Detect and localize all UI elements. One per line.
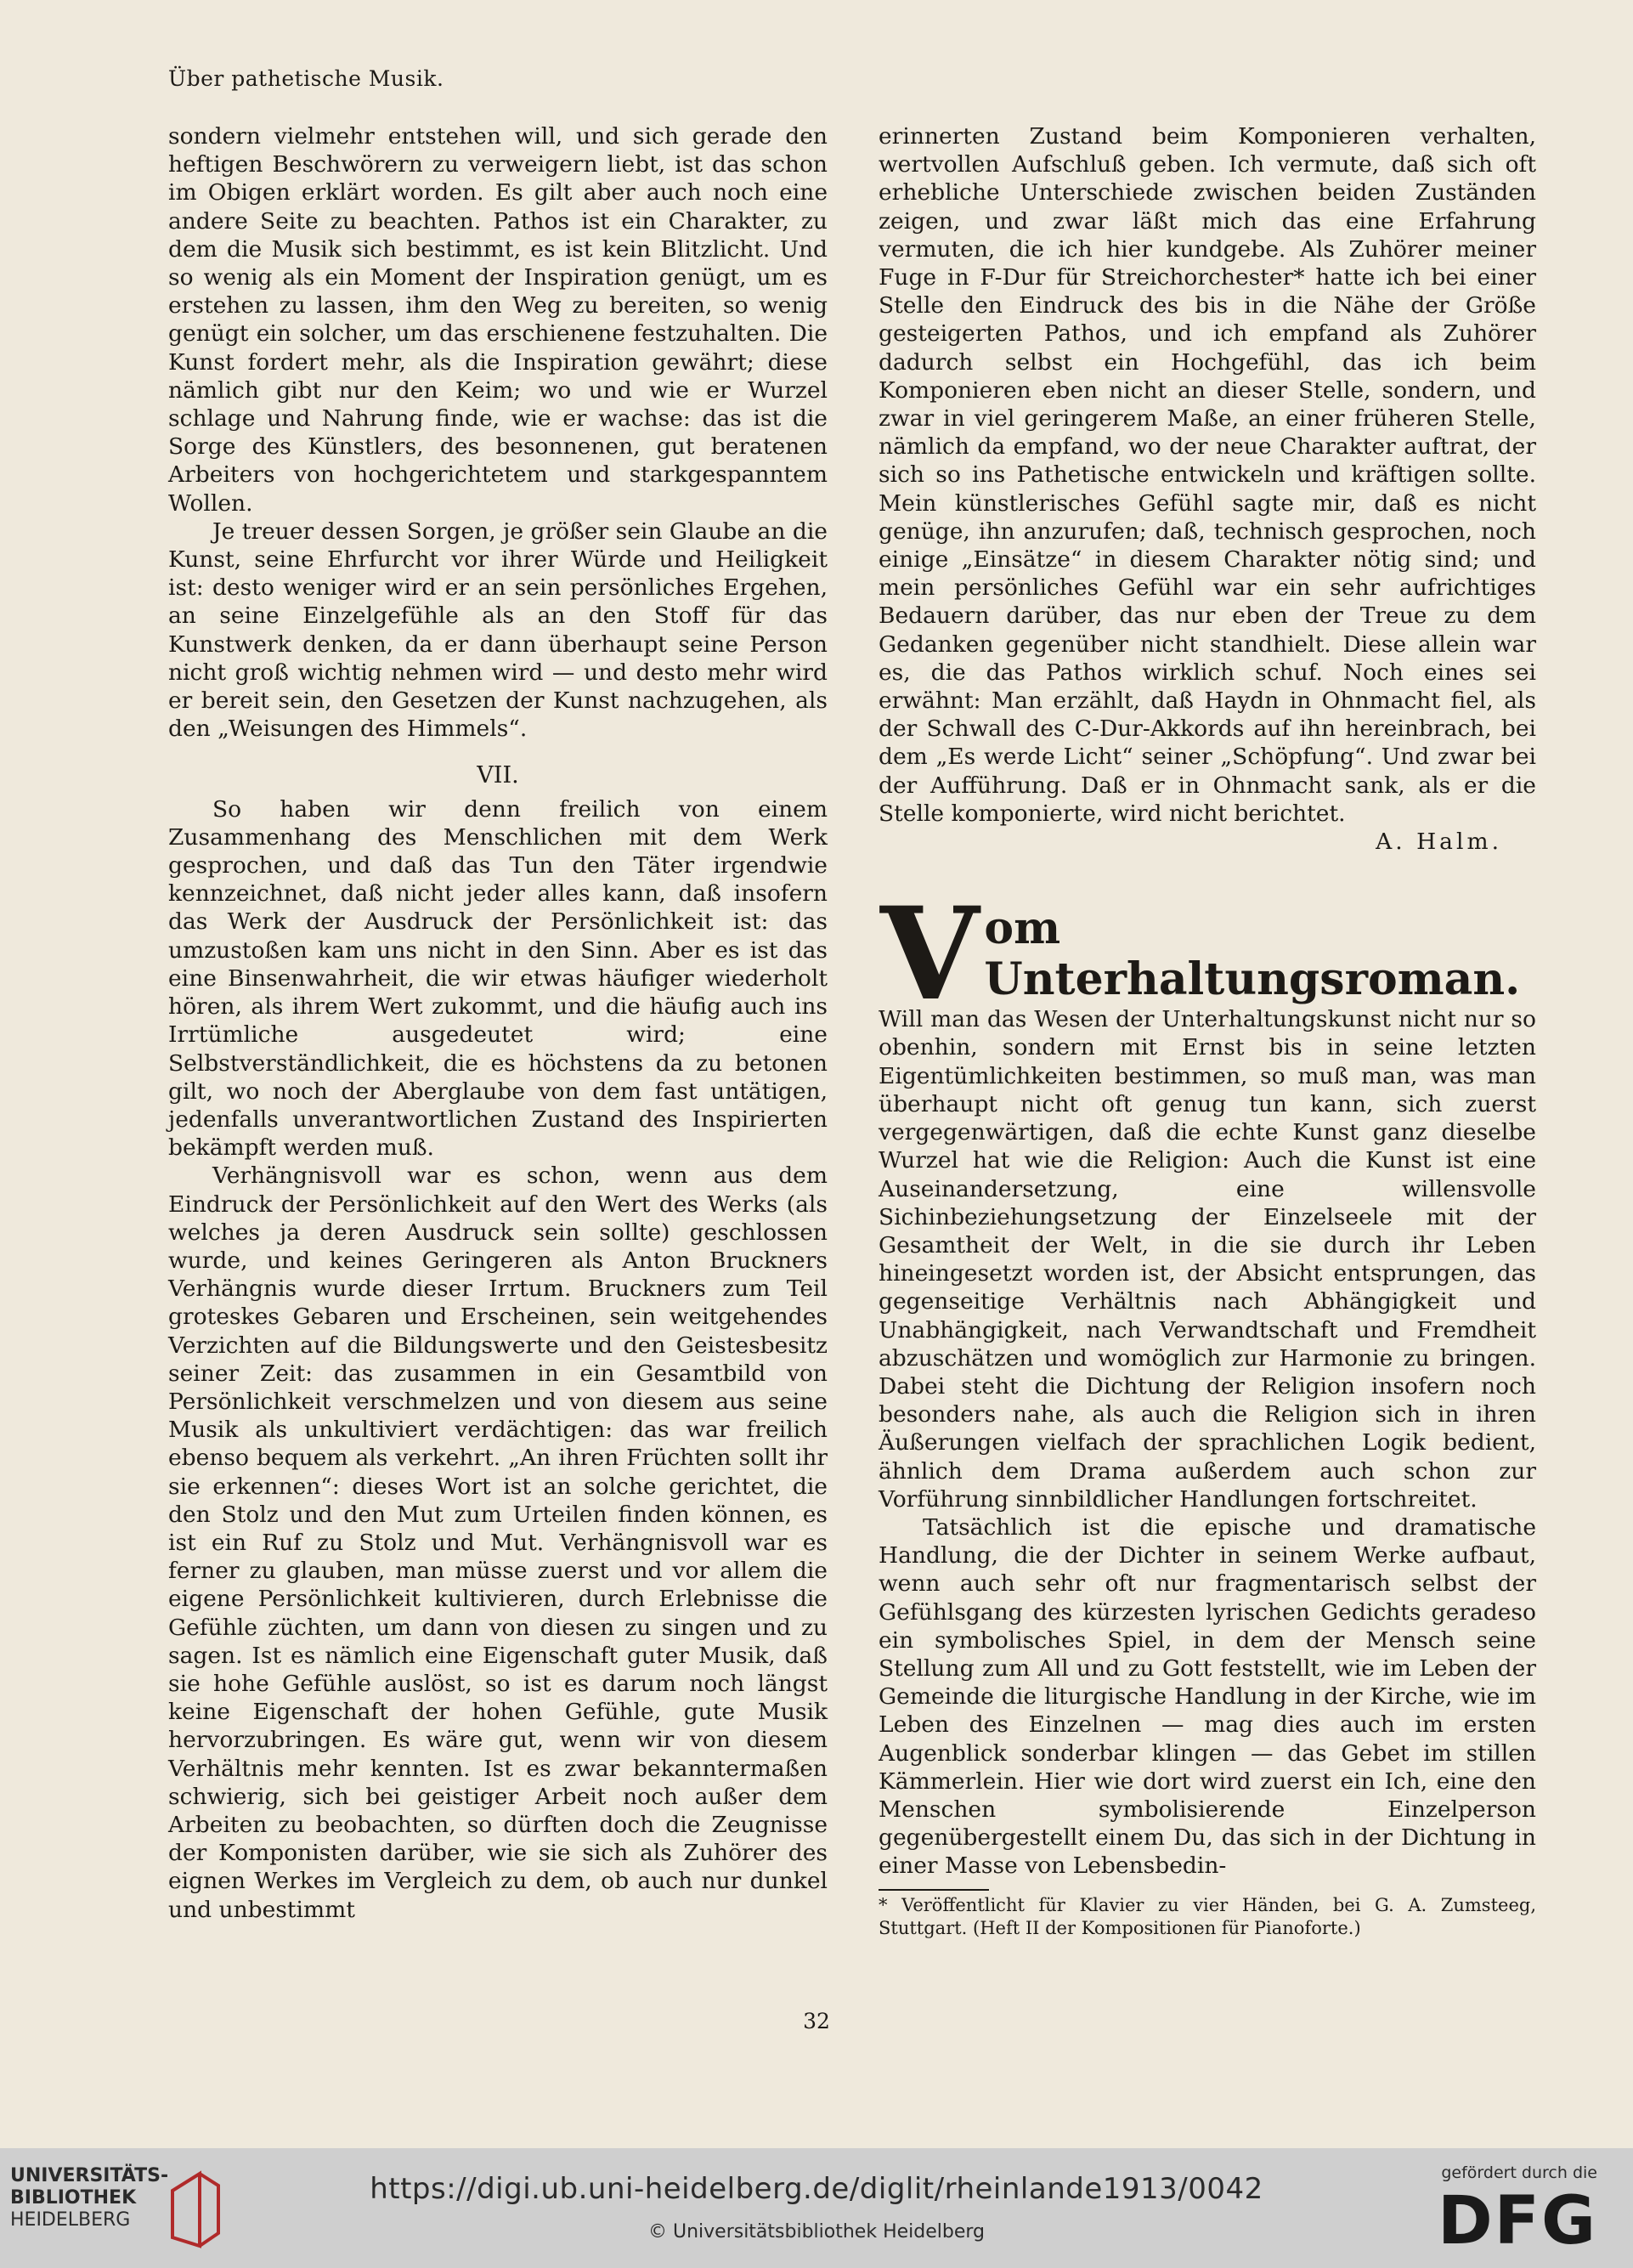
footnote: * Veröffentlicht für Klavier zu vier Händen, bei G. A. Zumsteeg, Stuttgart. (Heft II der Kompositionen für Pianoforte.) [879,1894,1536,1938]
library-name-line1: UNIVERSITÄTS- [10,2165,169,2186]
section-number: VII. [477,762,519,789]
paragraph: So haben wir denn freilich von einem Zusammenhang des Menschlichen mit dem Werk gesprochen, und daß das Tun den Täter irgendwie kennzeichnet, daß nicht jeder alles kann, daß insofern das Werk der Ausdruck der Persönlichkeit ist: das umzustoßen kam uns nicht in den Sinn. Aber es ist das eine Binsenwahrheit, die wir etwas häufiger wiederholt hören, als ihrem Wert zukommt, und die häufig auch ins Irrtümliche ausgedeutet wird; eine Selbstverständlichkeit, die es höchstens da zu betonen gilt, wo noch der Aberglaube von dem fast untätigen, jedenfalls unverantwortlichen Zustand des Inspirierten bekämpft werden muß. [168,795,828,1162]
running-head: Über pathetische Musik. [168,66,444,91]
page-number: 32 [803,2009,830,2033]
heading-text: om Unterhaltungsroman. [984,902,1521,1006]
document-url-link[interactable]: https://digi.ub.uni-heidelberg.de/diglit/rheinlande1913/0042 [370,2172,1263,2206]
library-name-line2: BIBLIOTHEK [10,2187,137,2209]
copyright-notice: © Universitätsbibliothek Heidelberg [647,2221,985,2243]
left-column [168,122,828,1924]
footnote-rule [879,1889,989,1891]
paragraph: sondern vielmehr entstehen will, und sich gerade den heftigen Beschwörern zu verweigern liebt, ist das schon im Obigen erklärt worden. Es gilt aber auch noch eine andere Seite zu beachten. Pathos ist ein Charakter, zu dem die Musik sich bestimmt, es ist kein Blitzlicht. Und so wenig als ein Moment der Inspiration genügt, um es erstehen zu lassen, ihm den Weg zu bereiten, so wenig genügt ein solcher, um das erschienene festzuhalten. Die Kunst fordert mehr, als die Inspiration gewährt; diese nämlich gibt nur den Keim; wo und wie er Wurzel schlage und Nahrung finde, wie er wachse: das ist die Sorge des Künstlers, des besonnenen, gut beratenen Arbeiters von hochgerichtetem und starkgespanntem Wollen. [168,123,828,517]
drop-cap: V [880,879,980,1030]
funding-label: gefördert durch die [1441,2163,1597,2182]
paragraph: Will man das Wesen der Unterhaltungskunst nicht nur so obenhin, sondern mit Ernst bis in seine letzten Eigentümlichkeiten bestimmen, so muß man, was man überhaupt nicht oft genug tun kann, sich zuerst vergegenwärtigen, daß die echte Kunst ganz dieselbe Wurzel hat wie die Religion: Auch die Kunst ist eine Auseinandersetzung, eine willensvolle Sichinbeziehungsetzung der Einzelseele mit der Gesamtheit der Welt, in die sie durch ihr Leben hineingesetzt worden ist, der Absicht entsprungen, das gegenseitige Verhältnis nach Abhängigkeit und Unabhängigkeit, nach Verwandtschaft und Fremdheit abzuschätzen und womöglich zur Harmonie zu bringen. Dabei steht die Dichtung der Religion insofern noch besonders nahe, als auch die Religion sich in ihren Äußerungen vielfach der sprachlichen Logik bedient, ähnlich dem Drama außerdem auch schon zur Vorführung sinnbildlicher Handlungen fortschreitet. [879,1006,1536,1513]
author-signature: A. Halm. [1376,829,1502,856]
dfg-logo: DFG [1437,2183,1597,2260]
right-column [879,122,1536,1940]
paragraph: Je treuer dessen Sorgen, je größer sein Glaube an die Kunst, seine Ehrfurcht vor ihrer Würde und Heiligkeit ist: desto weniger wird er an sein persönliches Ergehen, an seine Einzelgefühle als an den Stoff für das Kunstwerk denken, da er dann überhaupt seine Person nicht groß wichtig nehmen wird — und desto mehr wird er bereit sein, den Gesetzen der Kunst nachzugehen, als den „Weisungen des Himmels“. [168,518,828,743]
paragraph: Verhängnisvoll war es schon, wenn aus dem Eindruck der Persönlichkeit auf den Wert des Werks (als welches ja deren Ausdruck sein sollte) geschlossen wurde, und keines Geringeren als Anton Bruckners Verhängnis wurde dieser Irrtum. Bruckners zum Teil groteskes Gebaren und Erscheinen, sein weitgehendes Verzichten auf die Bildungswerte und den Geistesbesitz seiner Zeit: das zusammen in ein Gesamtbild von Persönlichkeit verschmelzen und von diesem aus seine Musik als unkultiviert verdächtigen: das war freilich ebenso bequem als verkehrt. „An ihren Früchten sollt ihr sie erkennen“: dieses Wort ist an solche gerichtet, die den Stolz und den Mut zum Urteilen finden können, es ist ein Ruf zu Stolz und Mut. Verhängnisvoll war es ferner zu glauben, man müsse zuerst und vor allem die eigene Persönlichkeit kultivieren, durch Erlebnisse die Gefühle züchten, um dann von diesen zu singen und zu sagen. Ist es nämlich eine Eigenschaft guter Musik, daß sie hohe Gefühle auslöst, so ist es darum noch längst keine Eigenschaft der hohen Gefühle, gute Musik hervorzubringen. Es wäre gut, wenn wir von diesem Verhältnis mehr kennten. Ist es zwar bekanntermaßen schwierig, sich bei geistiger Arbeit noch außer dem Arbeiten zu beobachten, so dürften doch die Zeugnisse der Komponisten darüber, wie sie sich als Zuhörer des eignen Werkes im Vergleich zu dem, ob auch nur dunkel und unbestimmt [168,1162,828,1923]
library-name-line3: HEIDELBERG [10,2209,131,2231]
viewer-footer [0,2148,1633,2268]
article-heading [879,879,1536,1030]
paragraph: erinnerten Zustand beim Komponieren verhalten, wertvollen Aufschluß geben. Ich vermute, daß sich oft erhebliche Unterschiede zwischen beiden Zuständen zeigen, und zwar läßt mich das eine Erfahrung vermuten, die ich hier kundgebe. Als Zuhörer meiner Fuge in F-Dur für Streichorchester* hatte ich bei einer Stelle den Eindruck des bis in die Nähe der Größe gesteigerten Pathos, und ich empfand als Zuhörer dadurch selbst ein Hochgefühl, das ich beim Komponieren eben nicht an dieser Stelle, sondern, und zwar in viel geringerem Maße, an einer früheren Stelle, nämlich da empfand, wo der neue Charakter auftrat, der sich so ins Pathetische entwickeln und kräftigen sollte. Mein künstlerisches Gefühl sagte mir, daß es nicht genüge, ihn anzurufen; daß, technisch gesprochen, noch einige „Einsätze“ in diesem Charakter nötig sind; und mein persönliches Gefühl war ein sehr aufrichtiges Bedauern darüber, das nur eben der Treue zu dem Gedanken gegenüber nicht standhielt. Diese allein war es, die das Pathos wirklich schuf. Noch eines sei erwähnt: Man erzählt, daß Haydn in Ohnmacht fiel, als der Schwall des C-Dur-Akkords auf ihn hereinbrach, bei dem „Es werde Licht“ seiner „Schöpfung“. Und zwar bei der Aufführung. Daß er in Ohnmacht sank, als er die Stelle komponierte, wird nicht berichtet. [879,123,1536,827]
paragraph: Tatsächlich ist die epische und dramatische Handlung, die der Dichter in seinem Werke aufbaut, wenn auch sehr oft nur fragmentarisch selbst der Gefühlsgang des kürzesten lyrischen Gedichts geradeso ein symbolisches Spiel, in dem der Mensch seine Stellung zum All und zu Gott feststellt, wie im Leben der Gemeinde die liturgische Handlung in der Kirche, wie im Leben des Einzelnen — mag dies auch im ersten Augenblick sonderbar klingen — das Gebet im stillen Kämmerlein. Hier wie dort wird zuerst ein Ich, eine den Menschen symbolisierende Einzelperson gegenübergestellt einem Du, das sich in der Dichtung in einer Masse von Lebensbedin- [879,1513,1536,1880]
